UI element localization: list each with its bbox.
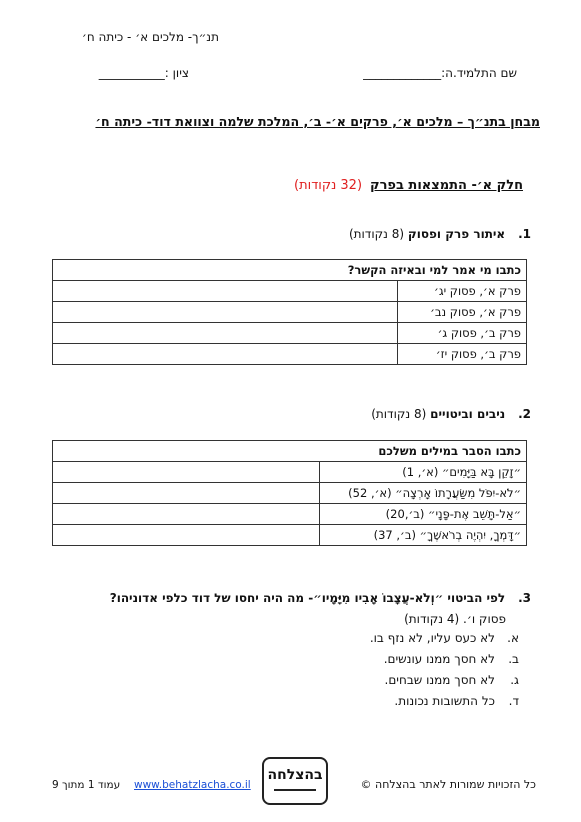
table-row <box>53 323 527 344</box>
option-letter: א. <box>507 631 519 645</box>
question-2-heading <box>371 407 531 421</box>
answer-cell[interactable] <box>53 344 398 365</box>
answer-cell[interactable] <box>53 525 320 546</box>
table-row <box>53 525 527 546</box>
question-3-heading <box>110 591 531 605</box>
question-title: ניבים וביטויים <box>430 407 506 421</box>
expression-cell: ״דָּמְךָ, יִהְיֶה בְרֹאשֶׁךָ״ (ב׳, 37) <box>320 525 527 546</box>
option-text: לא כעס עליו, לא נזף בו. <box>369 631 495 645</box>
logo-text: בהצלחה <box>267 767 323 783</box>
table-row <box>53 462 527 483</box>
answer-cell[interactable] <box>53 302 398 323</box>
question-1-table <box>52 259 527 365</box>
question-points: (8 נקודות) <box>371 407 427 421</box>
website-link[interactable]: www.behatzlacha.co.il <box>134 779 251 791</box>
table-row <box>53 281 527 302</box>
answer-cell[interactable] <box>53 281 398 302</box>
expression-cell: ״אַל-תָּשֵׁב אֶת-פָּנָי״ (ב׳,20) <box>320 504 527 525</box>
option-text: לא חסך ממנו עונשים. <box>383 652 495 666</box>
table-header: כתבו מי אמר למי ובאיזה הקשר? <box>53 260 527 281</box>
option-letter: ד. <box>508 694 519 708</box>
answer-option[interactable] <box>370 649 519 670</box>
answer-cell[interactable] <box>53 504 320 525</box>
verse-reference: פרק ב׳, פסוק יז׳ <box>398 344 527 365</box>
question-number: 3. <box>518 591 531 605</box>
verse-reference: פרק א׳, פסוק יג׳ <box>398 281 527 302</box>
question-text: לפי הביטוי ״וְלֹא-עֲצָבוֹ אָבִיו מִיָּמָיו״- מה היה יחסו של דוד כלפי אדוניהו? <box>109 591 506 605</box>
question-number: 2. <box>518 407 531 421</box>
answer-cell[interactable] <box>53 323 398 344</box>
table-header-row <box>53 441 527 462</box>
answer-cell[interactable] <box>53 483 320 504</box>
verse-reference: פרק ב׳, פסוק ג׳ <box>398 323 527 344</box>
answer-option[interactable] <box>370 691 519 712</box>
option-letter: ג. <box>510 673 519 687</box>
table-row <box>53 302 527 323</box>
section-label: חלק א׳- התמצאות בפרק <box>370 178 523 193</box>
section-points: (32 נקודות) <box>294 178 363 193</box>
section-title <box>294 178 523 193</box>
brand-logo <box>262 757 328 805</box>
page-number: עמוד 1 מתוך 9 <box>52 779 121 791</box>
student-details-row <box>0 66 581 84</box>
question-3-subtext: פסוק ו׳. (4 נקודות) <box>404 612 506 626</box>
table-header-row <box>53 260 527 281</box>
answer-option[interactable] <box>370 628 519 649</box>
verse-reference: פרק א׳, פסוק נב׳ <box>398 302 527 323</box>
question-title: איתור פרק ופסוק <box>407 227 506 241</box>
exam-title: מבחן בתנ״ך – מלכים א׳, פרקים א׳- ב׳, המלכת שלמה וצוואת דוד- כיתה ח׳ <box>95 114 540 129</box>
table-header: כתבו הסבר במילים משלכם <box>53 441 527 462</box>
subject-header: תנ״ך- מלכים א׳ - כיתה ח׳ <box>81 30 219 44</box>
answer-cell[interactable] <box>53 462 320 483</box>
student-name-field[interactable]: שם התלמיד.ה:_____________ <box>363 66 517 80</box>
question-1-heading <box>349 227 531 241</box>
grade-field[interactable]: ציון :___________ <box>98 66 189 80</box>
question-2-table <box>52 440 527 546</box>
option-letter: ב. <box>508 652 519 666</box>
answer-option[interactable] <box>370 670 519 691</box>
table-row <box>53 504 527 525</box>
expression-cell: ״זָקֵן בָּא בַּיָּמִים״ (א׳, 1) <box>320 462 527 483</box>
footer-copyright: כל הזכויות שמורות לאתר בהצלחה © <box>360 778 536 791</box>
table-row <box>53 483 527 504</box>
answer-options <box>370 628 519 712</box>
option-text: לא חסך ממנו שבחים. <box>384 673 495 687</box>
question-number: 1. <box>518 227 531 241</box>
logo-underline <box>274 789 316 791</box>
option-text: כל התשובות נכונות. <box>394 694 495 708</box>
expression-cell: ״לֹא-יִפֹּל מִשַּׂעֲרָתוֹ אָרְצָה״ (א׳, 52) <box>320 483 527 504</box>
table-row <box>53 344 527 365</box>
question-points: (8 נקודות) <box>348 227 405 241</box>
